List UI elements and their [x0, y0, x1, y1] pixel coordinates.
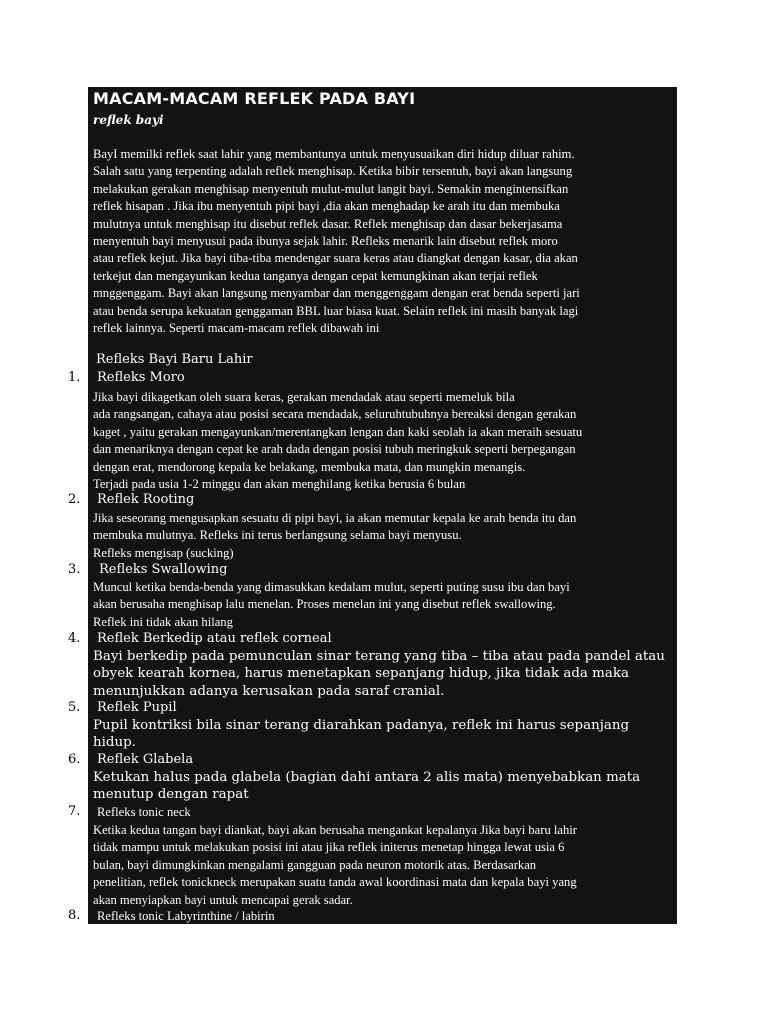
list-item-line: Ketukan halus pada glabela (bagian dahi antara 2 alis mata) menyebabkan mata: [93, 770, 641, 785]
intro-line: reflek lainnya. Seperti macam-macam reflek dibawah ini: [93, 321, 380, 336]
list-item-line: tidak mampu untuk melakukan posisi ini atau jika reflek initerus menetap hingga lewat usia 6: [93, 840, 565, 855]
intro-line: melakukan gerakan menghisap menyentuh mulut-mulut langit bayi. Semakin mengintensifkan: [93, 181, 569, 196]
intro-line: reflek hisapan . Jika ibu menyentuh pipi bayi ,dia akan menghadap ke arah itu dan membuka: [93, 199, 560, 214]
list-item-body: [93, 510, 576, 562]
list-item-line: Bayi berkedip pada pemunculan sinar terang yang tiba – tiba atau pada pandel atau: [93, 649, 665, 664]
list-item-heading: Refleks tonic Labyrinthine / labirin: [97, 909, 275, 923]
list-item-body: [93, 389, 582, 493]
list-number: 3.: [68, 562, 83, 577]
intro-paragraph: [93, 146, 580, 337]
list-item-line: akan menyiapkan bayi untuk mencapai gerak sadar.: [93, 892, 353, 907]
list-number: 6.: [68, 752, 83, 767]
list-item-body: [93, 579, 570, 631]
list-item-line: hidup.: [93, 735, 136, 751]
list-number: 1.: [68, 370, 83, 385]
list-item-line: ada rangsangan, cahaya atau posisi secara mendadak, seluruhtubuhnya bereaksi dengan gerakan: [93, 407, 577, 422]
list-item-heading: Reflek Pupil: [97, 700, 177, 715]
list-item-line: Pupil kontriksi bila sinar terang diarahkan padanya, reflek ini harus sepanjang: [93, 718, 630, 733]
list-item-line: menutup dengan rapat: [93, 787, 249, 803]
list-item-body: [93, 648, 665, 700]
list-item-heading: Refleks Swallowing: [99, 562, 228, 577]
intro-line: atau reflek kejut. Jika bayi tiba-tiba mendengar suara keras atau diangkat dengan kasar, dia akan: [93, 251, 578, 266]
list-item-line: kaget , yaitu gerakan mengayunkan/merentangkan lengan dan kaki seolah ia akan meraih sesuatu: [93, 424, 583, 439]
intro-line: terkejut dan mengayunkan kedua tanganya dengan cepat kemungkinan akan terjai reflek: [93, 268, 538, 283]
intro-line: atau benda serupa kekuatan genggaman BBL luar biasa kuat. Selain reflek ini masih banyak lagi: [93, 303, 579, 318]
list-item-line: Reflek ini tidak akan hilang: [93, 614, 233, 629]
list-item-line: bulan, bayi dimungkinkan mengalami gangguan pada neuron motorik atas. Berdasarkan: [93, 857, 537, 872]
list-item-body: [93, 822, 577, 909]
list-item-line: dan menariknya dengan cepat ke arah dada dengan posisi tubuh meringkuk seperti berpegangan: [93, 442, 576, 457]
list-item-body: [93, 717, 629, 752]
list-number: 8.: [68, 908, 83, 923]
list-item-heading: Refleks tonic neck: [97, 805, 191, 819]
list-item-line: Ketika kedua tangan bayi diankat, bayi akan berusaha mengankat kepalanya Jika bayi baru lahir: [93, 823, 577, 837]
list-item-heading: Reflek Glabela: [97, 752, 194, 767]
list-item-line: Jika seseorang mengusapkan sesuatu di pipi bayi, ia akan memutar kepala ke arah benda itu dan: [93, 511, 577, 525]
list-item-line: membuka mulutnya. Refleks ini terus berlangsung selama bayi menyusu.: [93, 528, 462, 543]
list-item-line: penelitian, reflek tonickneck merupakan suatu tanda awal koordinasi mata dan kepala bayi yang: [93, 875, 577, 890]
list-number: 7.: [68, 804, 83, 819]
list-item-line: Terjadi pada usia 1-2 minggu dan akan menghilang ketika berusia 6 bulan: [93, 477, 466, 492]
section-heading: Refleks Bayi Baru Lahir: [96, 352, 253, 367]
list-item-line: akan berusaha menghisap lalu menelan. Proses menelan ini yang disebut reflek swallowing.: [93, 597, 556, 612]
page-title: MACAM-MACAM REFLEK PADA BAYI: [93, 89, 416, 108]
list-item-heading: Reflek Berkedip atau reflek corneal: [97, 631, 332, 646]
intro-line: mulutnya untuk menghisap itu disebut reflek dasar. Reflek menghisap dan dasar bekerjasama: [93, 216, 563, 231]
list-item-line: Jika bayi dikagetkan oleh suara keras, gerakan mendadak atau seperti memeluk bila: [93, 390, 515, 404]
list-item-heading: Reflek Rooting: [97, 492, 195, 507]
intro-line: BayI memilki reflek saat lahir yang membantunya untuk menyusuaikan diri hidup diluar rahim.: [93, 147, 575, 161]
list-item-heading: Refleks Moro: [97, 370, 185, 385]
intro-line: mnggenggam. Bayi akan langsung menyambar dan menggenggam dengan erat benda seperti jari: [93, 286, 580, 301]
subtitle: reflek bayi: [93, 113, 164, 127]
intro-line: menyentuh bayi menyusui pada ibunya sejak lahir. Refleks menarik lain disebut reflek moro: [93, 234, 558, 249]
list-item-line: dengan erat, mendorong kepala ke belakang, membuka mata, dan mungkin menangis.: [93, 459, 526, 474]
list-number: 2.: [68, 492, 83, 507]
intro-line: Salah satu yang terpenting adalah reflek menghisap. Ketika bibir tersentuh, bayi akan langsung: [93, 164, 573, 179]
list-item-line: menunjukkan adanya kerusakan pada saraf cranial.: [93, 683, 445, 699]
list-number: 4.: [68, 631, 83, 646]
list-item-line: obyek kearah kornea, harus menetapkan sepanjang hidup, jika tidak ada maka: [93, 666, 629, 682]
list-item-line: Muncul ketika benda-benda yang dimasukkan kedalam mulut, seperti puting susu ibu dan bayi: [93, 580, 570, 594]
list-number: 5.: [68, 700, 83, 715]
list-item-body: [93, 769, 640, 804]
list-item-line: Refleks mengisap (sucking): [93, 545, 234, 560]
